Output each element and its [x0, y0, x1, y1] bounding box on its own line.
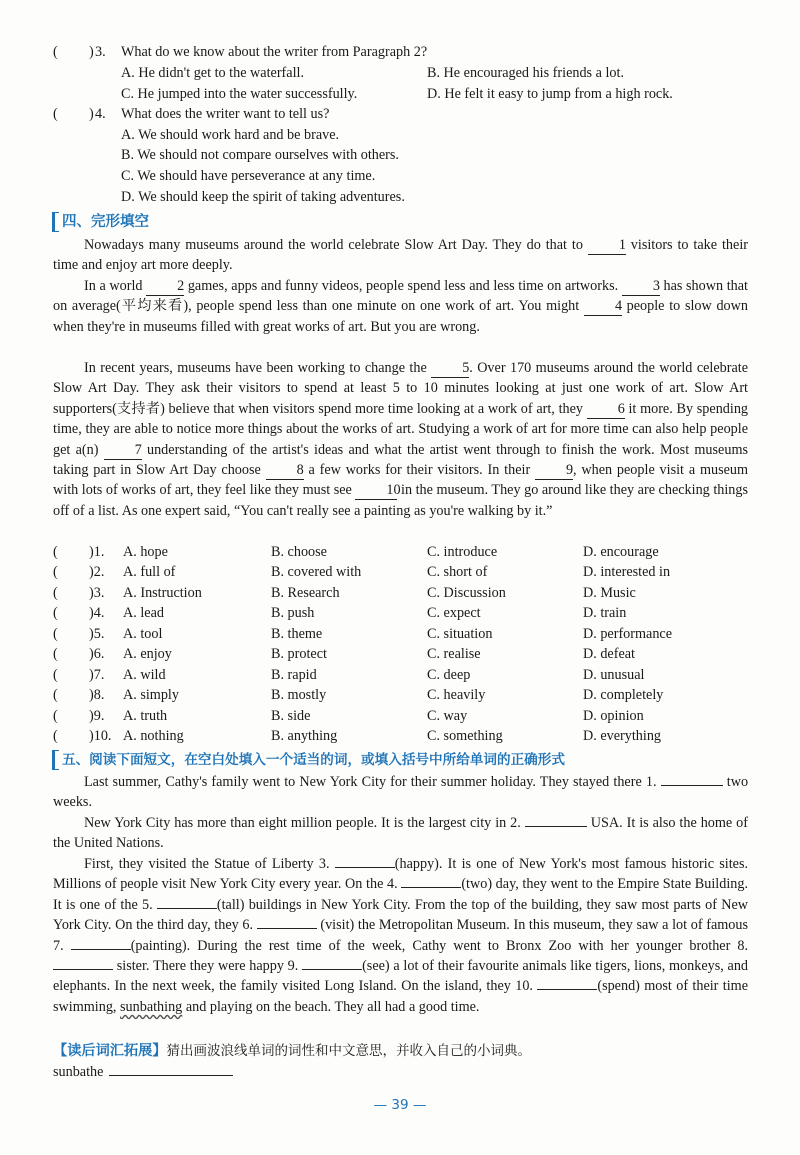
option-b: B. protect — [271, 646, 327, 662]
q3-option-b: B. He encouraged his friends a lot. — [427, 65, 624, 81]
fill-paragraph-3 — [53, 854, 748, 1017]
fill-text: (visit) the Metropolitan Museum. In this museum, they saw a lot of famous 7. — [53, 917, 748, 954]
cloze-text: visitors to take their time and enjoy art more deeply. — [53, 237, 748, 274]
wavy-underlined-word: sunbathing — [120, 998, 183, 1015]
option-number: )8. — [89, 687, 105, 703]
option-b: B. choose — [271, 544, 327, 560]
vocab-answer-blank[interactable] — [109, 1075, 233, 1076]
cloze-paragraph-2 — [53, 276, 748, 337]
option-row — [53, 644, 753, 664]
fill-text: (two) day, they went to the Empire State Building. It is one of the 5. — [53, 876, 748, 913]
option-c: C. introduce — [427, 544, 498, 560]
option-a: A. simply — [123, 687, 179, 703]
q3-stem: What do we know about the writer from Paragraph 2? — [121, 44, 428, 60]
option-row — [53, 562, 753, 582]
option-number: )10. — [89, 728, 112, 744]
q4-option-d: D. We should keep the spirit of taking adventures. — [121, 189, 405, 205]
fill-blank-6[interactable] — [257, 928, 317, 929]
fill-blank-1[interactable] — [661, 785, 723, 786]
option-a: A. tool — [123, 626, 163, 642]
option-row — [53, 624, 753, 644]
q4-option-a: A. We should work hard and be brave. — [121, 127, 340, 143]
q4-stem: What does the writer want to tell us? — [121, 106, 330, 122]
option-b: B. push — [271, 605, 315, 621]
option-a: A. Instruction — [123, 585, 202, 601]
section-four-header — [52, 211, 149, 233]
option-row — [53, 665, 753, 685]
option-b: B. Research — [271, 585, 340, 601]
cloze-blank-7[interactable]: 7 — [104, 442, 142, 460]
cloze-blank-6[interactable]: 6 — [587, 401, 625, 419]
cloze-paragraph-1 — [53, 235, 748, 276]
cloze-text: it more. By spending time, they are able to notice more things about the works of art. Studying a work of art for more time can also help people get a(n) — [53, 400, 749, 458]
option-number: )4. — [89, 605, 105, 621]
fill-text: 1. — [645, 774, 657, 790]
option-a: A. nothing — [123, 728, 184, 744]
vocab-word: sunbathe — [53, 1064, 104, 1080]
option-row — [53, 603, 753, 623]
answer-paren[interactable]: ( — [53, 564, 58, 580]
fill-blank-3[interactable] — [335, 867, 395, 868]
cloze-blank-1[interactable]: 1 — [588, 237, 626, 255]
cloze-text: . Over 170 museums around the world celebrate Slow Art Day. They ask their visitors to spend at least 5 to 10 minutes looking at just one work of art. Slow Art supporters(支持者) believe that when visitors spend more time looking at a work of art, they — [53, 360, 749, 417]
option-c: C. heavily — [427, 687, 486, 703]
fill-blank-7[interactable] — [71, 949, 131, 950]
option-number: )9. — [89, 708, 105, 724]
answer-paren[interactable]: ( — [53, 687, 58, 703]
fill-text: New York City has more than eight million people. It is the largest city in 2. — [84, 815, 521, 831]
fill-text: sister. There they were happy 9. — [116, 958, 299, 975]
cloze-blank-8[interactable]: 8 — [266, 462, 304, 480]
option-row — [53, 685, 753, 705]
cloze-text: Nowadays many museums around the world celebrate Slow Art Day. They do that to — [84, 237, 583, 253]
cloze-text: understanding of the artist's ideas and what the artist went through to finish the work. Most museums taking part in Slow Art Day choose — [53, 441, 748, 479]
cloze-text: people to slow down when they're in museums filled with great works of art. But you are wrong. — [53, 298, 748, 335]
answer-paren[interactable]: ( — [53, 544, 58, 560]
q3-option-a: A. He didn't get to the waterfall. — [121, 65, 304, 81]
cloze-text: , when people visit a museum with lots of works of art, they feel like they must see — [53, 462, 749, 499]
option-b: B. mostly — [271, 687, 327, 703]
answer-paren[interactable]: ( — [53, 667, 58, 683]
vocab-entry — [53, 1062, 233, 1082]
cloze-text: has shown that on average(平均来看), people spend less than one minute on one work of art. You might — [53, 278, 749, 315]
option-d: D. interested in — [583, 564, 671, 580]
option-d: D. encourage — [583, 544, 659, 560]
section-five-header — [52, 749, 565, 771]
option-row — [53, 583, 753, 603]
option-d: D. Music — [583, 585, 636, 601]
option-a: A. lead — [123, 605, 164, 621]
option-b: B. rapid — [271, 667, 317, 683]
vocab-extension-instruction: 猜出画波浪线单词的词性和中文意思，并收入自己的小词典。 — [166, 1043, 532, 1059]
q3-option-d: D. He felt it easy to jump from a high rock. — [427, 86, 673, 102]
cloze-paragraph-3 — [53, 358, 748, 521]
option-d: D. defeat — [583, 646, 635, 662]
fill-blank-5[interactable] — [157, 908, 217, 909]
option-number: )2. — [89, 564, 105, 580]
option-a: A. wild — [123, 667, 166, 683]
cloze-text: games, apps and funny videos, people spend less and less time on artworks. — [187, 278, 619, 294]
option-c: C. expect — [427, 605, 481, 621]
q3-paren-close: ) — [89, 44, 94, 60]
option-b: B. theme — [271, 626, 323, 642]
q4-number: 4. — [95, 106, 106, 122]
option-d: D. unusual — [583, 667, 645, 683]
option-number: )7. — [89, 667, 105, 683]
q3-number: 3. — [95, 44, 106, 60]
q3-paren[interactable]: ( — [53, 44, 58, 60]
page-number: — 39 — — [373, 1097, 427, 1113]
fill-paragraph-1 — [53, 772, 748, 813]
option-c: C. deep — [427, 667, 471, 683]
q4-option-b: B. We should not compare ourselves with others. — [121, 147, 399, 163]
cloze-blank-9[interactable]: 9 — [535, 462, 573, 480]
option-number: )3. — [89, 585, 105, 601]
fill-blank-8[interactable] — [53, 969, 113, 970]
option-d: D. completely — [583, 687, 664, 703]
section-five-title: 五、阅读下面短文，在空白处填入一个适当的词，或填入括号中所给单词的正确形式 — [62, 752, 565, 768]
option-d: D. everything — [583, 728, 662, 744]
answer-paren[interactable]: ( — [53, 646, 58, 662]
option-row — [53, 542, 753, 562]
cloze-blank-3[interactable]: 3 — [622, 278, 660, 296]
fill-text: (spend) most of their time swimming, — [53, 978, 748, 1015]
option-c: C. something — [427, 728, 503, 744]
section-marker-icon — [52, 212, 59, 232]
cloze-blank-5[interactable]: 5 — [431, 360, 469, 378]
fill-text: two weeks. — [53, 774, 749, 811]
option-d: D. performance — [583, 626, 673, 642]
fill-text: First, they visited the Statue of Liberty 3. — [84, 856, 330, 872]
option-a: A. enjoy — [123, 646, 172, 662]
option-d: D. train — [583, 605, 627, 621]
vocab-extension — [53, 1041, 531, 1061]
fill-text: and playing on the beach. They all had a good time. — [185, 998, 480, 1015]
option-number: )1. — [89, 544, 105, 560]
fill-text: (see) a lot of their favourite animals like tigers, lions, monkeys, and elephants. In the next week, the family visited Long Island. On the island, they 10. — [53, 958, 749, 995]
option-d: D. opinion — [583, 708, 644, 724]
answer-paren[interactable]: ( — [53, 708, 58, 724]
option-number: )6. — [89, 646, 105, 662]
q4-paren-close: ) — [89, 106, 94, 122]
q4-option-c: C. We should have perseverance at any time. — [121, 168, 376, 184]
option-c: C. Discussion — [427, 585, 506, 601]
option-c: C. realise — [427, 646, 481, 662]
cloze-blank-4[interactable]: 4 — [584, 298, 622, 316]
option-number: )5. — [89, 626, 105, 642]
section-marker-icon — [52, 750, 59, 770]
answer-paren[interactable]: ( — [53, 585, 58, 601]
option-b: B. covered with — [271, 564, 362, 580]
section-four-title: 四、完形填空 — [62, 214, 149, 230]
fill-text: USA. It is also the home of the United Nations. — [53, 815, 748, 852]
cloze-blank-2[interactable]: 2 — [146, 278, 184, 296]
cloze-text: In a world — [84, 278, 143, 294]
fill-blank-2[interactable] — [525, 826, 587, 827]
option-b: B. anything — [271, 728, 338, 744]
option-a: A. truth — [123, 708, 168, 724]
fill-text: (happy). It is one of New York's most famous historic sites. Millions of people visit New York City every year. On the 4. — [53, 856, 749, 893]
fill-text: (tall) buildings in New York City. From the top of the building, they saw most parts of New York City. On the third day, they 6. — [53, 896, 749, 934]
vocab-extension-tag: 【读后词汇拓展】 — [53, 1043, 167, 1059]
option-c: C. situation — [427, 626, 493, 642]
answer-paren[interactable]: ( — [53, 728, 58, 744]
cloze-text: a few works for their visitors. In their — [308, 462, 531, 479]
q3-option-c: C. He jumped into the water successfully. — [121, 86, 358, 102]
fill-blank-10[interactable] — [537, 989, 597, 990]
option-a: A. hope — [123, 544, 168, 560]
fill-blank-9[interactable] — [302, 969, 362, 970]
fill-text: Last summer, Cathy's family went to New York City for their summer holiday. They stayed there — [84, 774, 642, 790]
answer-paren[interactable]: ( — [53, 626, 58, 642]
option-c: C. way — [427, 708, 468, 724]
answer-paren[interactable]: ( — [53, 605, 58, 621]
fill-blank-4[interactable] — [401, 887, 461, 888]
fill-paragraph-2 — [53, 813, 748, 854]
fill-text: (painting). During the rest time of the week, Cathy went to Bronx Zoo with her younger brother 8. — [130, 937, 748, 954]
option-row — [53, 706, 753, 726]
option-c: C. short of — [427, 564, 488, 580]
cloze-text: in the museum. They go around like they are checking things off of a list. As one expert said, “You can't really see a painting as you're walking by it.” — [53, 482, 749, 519]
option-a: A. full of — [123, 564, 176, 580]
option-row — [53, 726, 753, 746]
q4-paren[interactable]: ( — [53, 106, 58, 122]
cloze-text: In recent years, museums have been working to change the — [84, 360, 427, 376]
cloze-blank-10[interactable]: 10 — [355, 482, 397, 500]
option-b: B. side — [271, 708, 311, 724]
